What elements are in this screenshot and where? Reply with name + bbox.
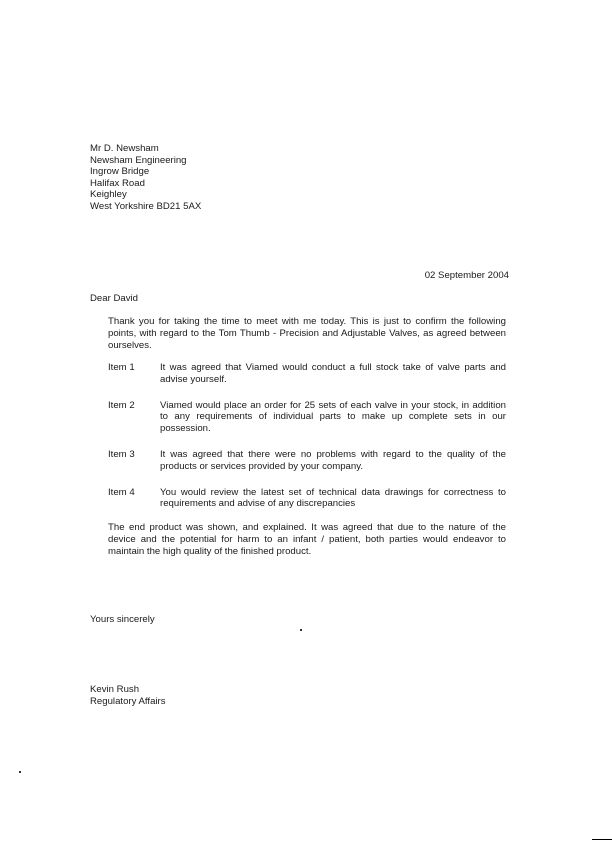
letter-date: 02 September 2004 (424, 270, 509, 281)
recipient-address (90, 143, 201, 213)
item-label: Item 2 (108, 399, 135, 411)
item-label: Item 3 (108, 448, 135, 460)
list-item (108, 362, 506, 386)
signatory-name: Kevin Rush (90, 684, 140, 695)
scan-edge-mark (592, 839, 612, 840)
intro-paragraph: Thank you for taking the time to meet with me today. This is just to confirm the following points, with regard to the Tom Thumb - Precision and Adjustable Valves, as agreed between ourselves. (108, 316, 506, 351)
item-text: You would review the latest set of technical data drawings for correctness to requirements and advise of any discrepancies (160, 486, 506, 510)
item-label: Item 4 (108, 486, 135, 498)
item-text: It was agreed that Viamed would conduct a full stock take of valve parts and advise yourself. (160, 362, 506, 385)
list-item (108, 400, 506, 435)
signatory-title: Regulatory Affairs (90, 695, 166, 707)
agreed-items-list (108, 362, 506, 524)
recipient-company: Newsham Engineering (90, 154, 187, 166)
recipient-town: Keighley (90, 189, 127, 201)
recipient-address-line-2: Halifax Road (90, 177, 145, 189)
item-text: It was agreed that there were no problems with regard to the quality of the products or services provided by your company. (160, 448, 506, 472)
recipient-name: Mr D. Newsham (90, 143, 159, 154)
signoff: Yours sincerely (90, 614, 155, 625)
closing-paragraph: The end product was shown, and explained. It was agreed that due to the nature of the device and the potential for harm to an infant / patient, both parties would endeavor to maintain the high quality of the finished product. (108, 522, 506, 557)
scan-speck (300, 629, 302, 631)
item-text: Viamed would place an order for 25 sets of each valve in your stock, in addition to any requirements of individual parts to make up complete sets in our possession. (160, 399, 506, 435)
list-item (108, 487, 506, 511)
signature-block (90, 684, 166, 707)
list-item (108, 449, 506, 473)
recipient-county-postcode: West Yorkshire BD21 5AX (90, 200, 202, 212)
item-label: Item 1 (108, 362, 135, 373)
scan-speck (19, 771, 21, 773)
recipient-address-line-1: Ingrow Bridge (90, 166, 150, 178)
salutation: Dear David (90, 293, 138, 304)
